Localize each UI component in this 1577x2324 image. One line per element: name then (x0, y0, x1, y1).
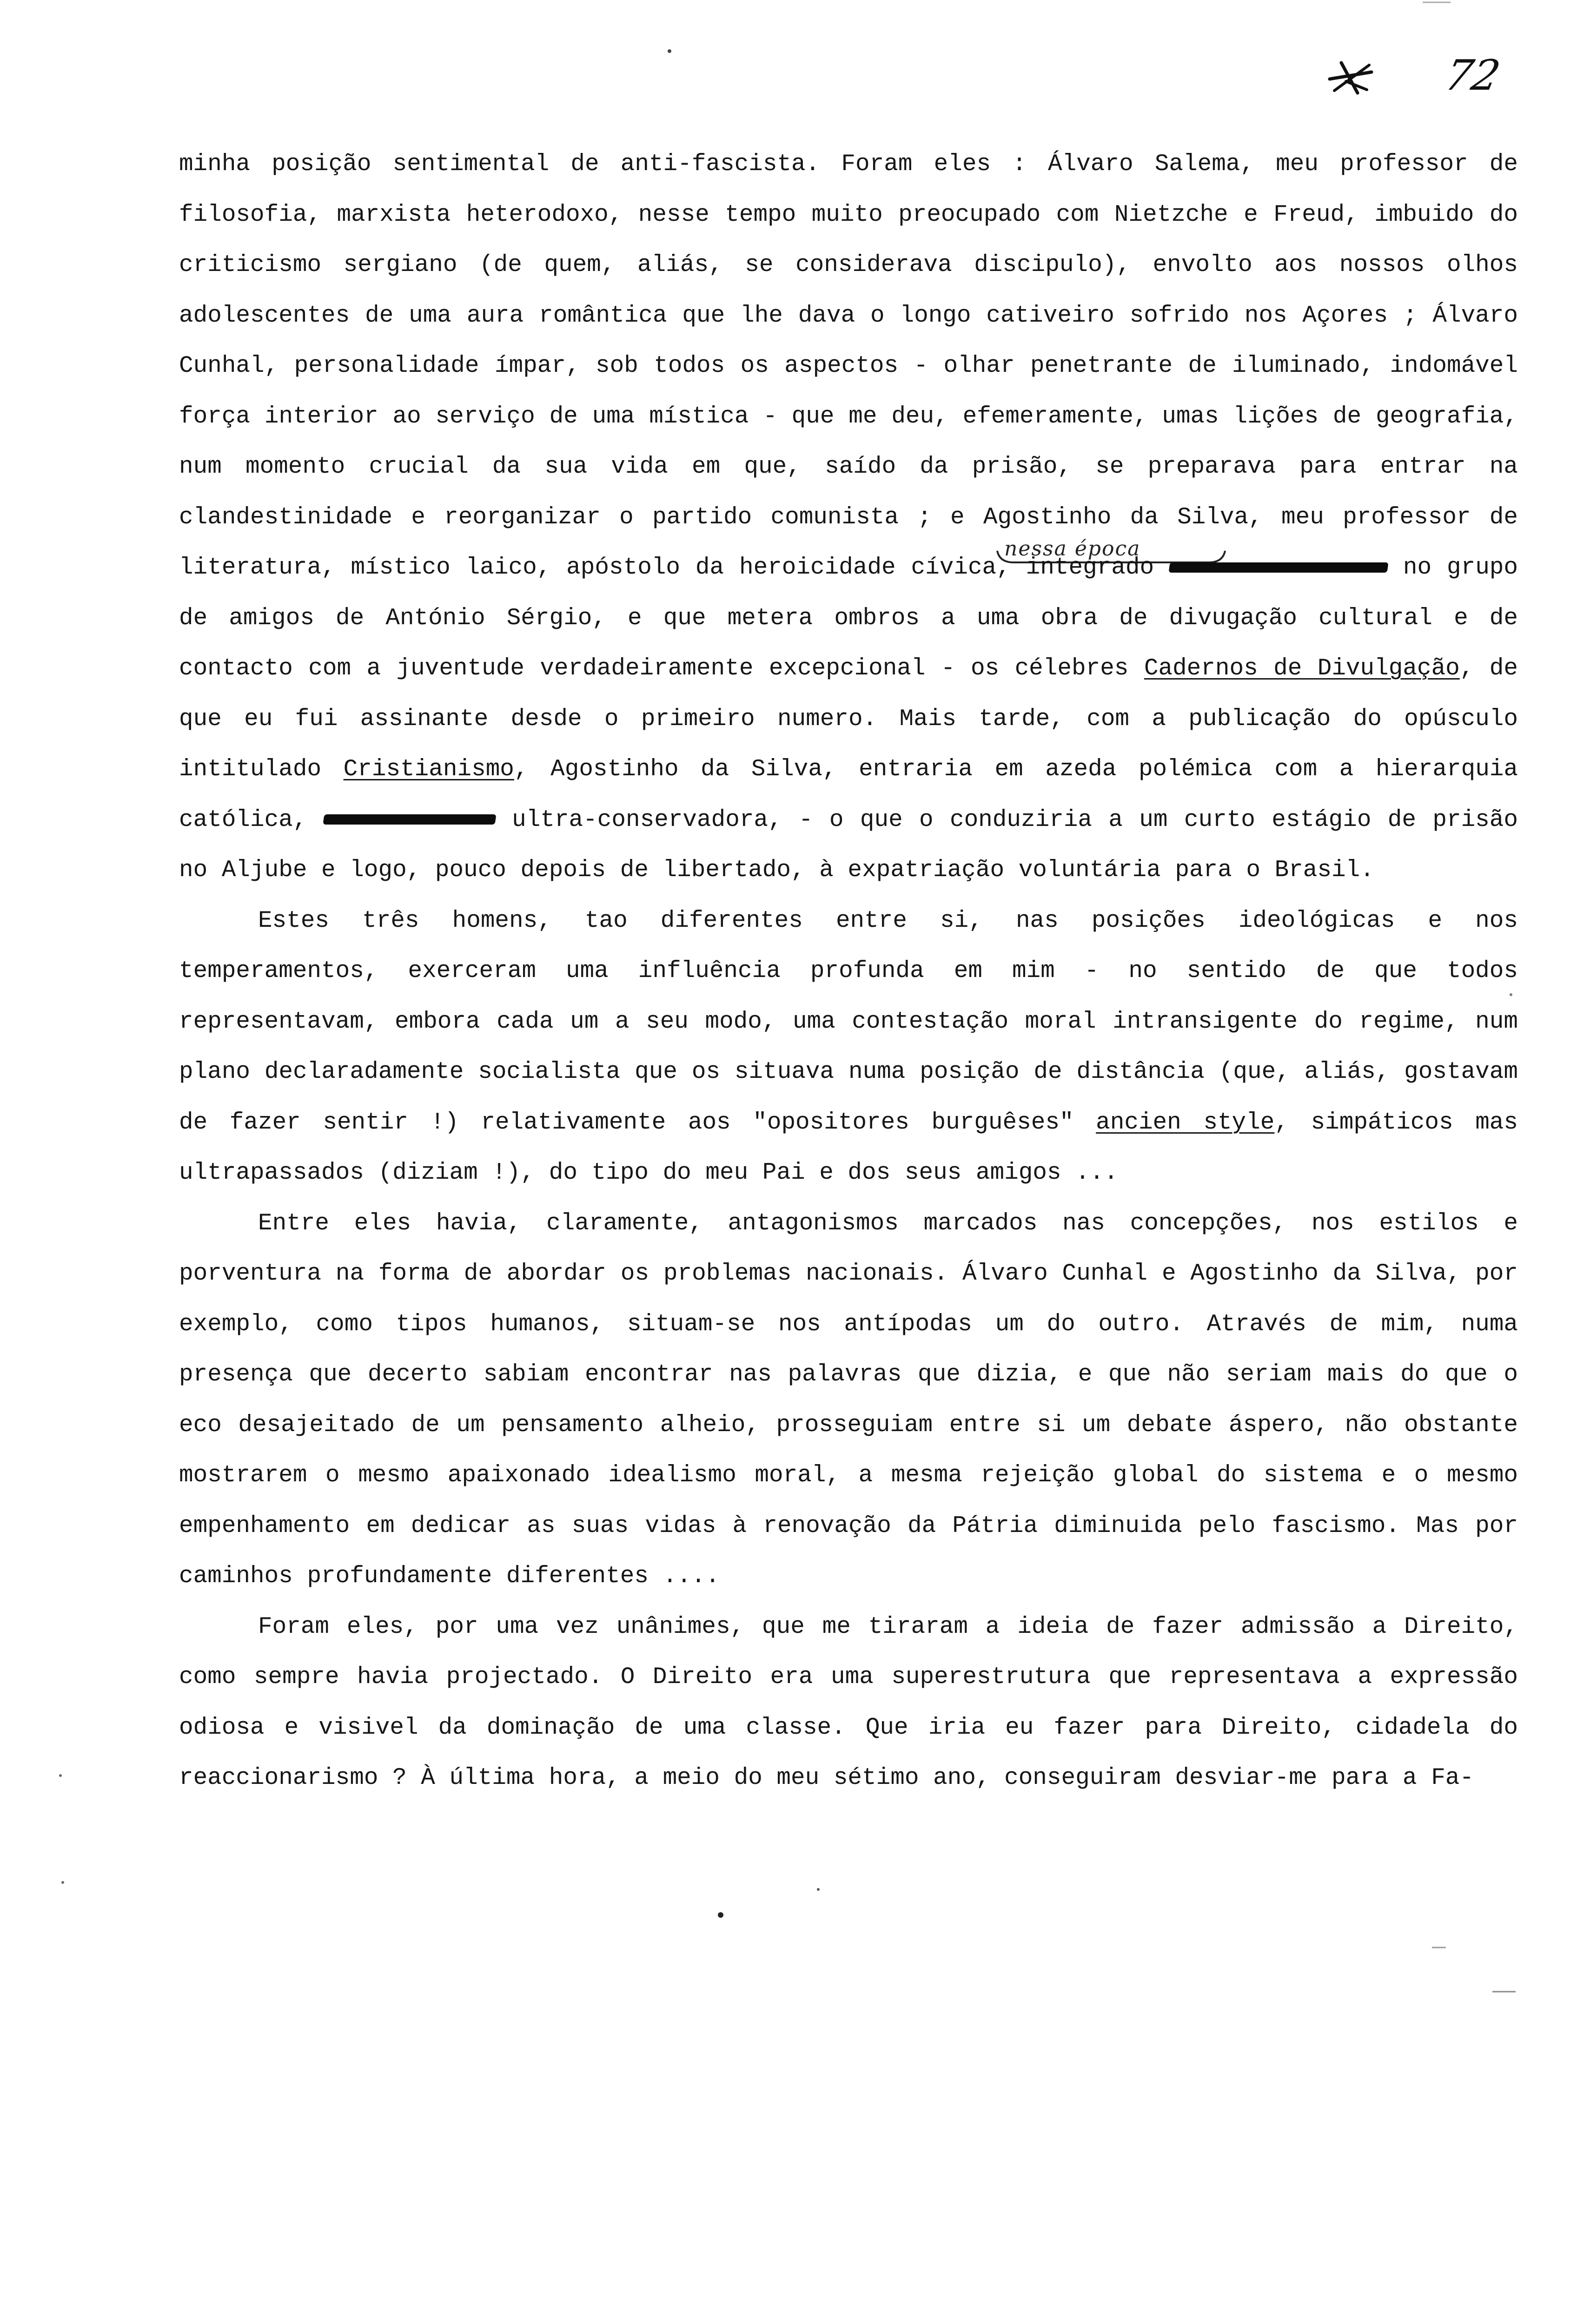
paragraph-1-text-c: , de que eu fui assinante desde o primeiro numero. Mais tarde, com a publicação do opúsculo intitulado (179, 655, 1518, 783)
underlined-title-cadernos: Cadernos de Divulgação (1144, 655, 1460, 682)
handwritten-annotation: nessa época (1004, 537, 1141, 561)
paragraph-2-text-b: , simpáticos mas ultrapassados (diziam !), do tipo do meu Pai e dos seus amigos ... (179, 1109, 1518, 1186)
paragraph-1 (179, 139, 1518, 896)
paragraph-2 (179, 896, 1518, 1199)
paragraph-1-text-b: no grupo de amigos de António Sérgio, e que metera ombros a uma obra de divugação cultural e de contacto com a juventude verdadeiramente excepcional - os célebres (179, 555, 1518, 682)
document-body (179, 139, 1518, 1804)
paragraph-4 (179, 1602, 1518, 1804)
redaction-mark (1168, 562, 1388, 573)
page-number: 72 (1440, 51, 1504, 100)
paragraph-1-text-a: minha posição sentimental de anti-fascista. Foram eles : Álvaro Salema, meu professor de filosofia, marxista heterodoxo, nesse tempo muito preocupado com Nietzche e Freud, imbuido do criticismo sergiano (de quem, aliás, se considerava discipulo), envolto aos nossos olhos adolescentes de uma aura romântica que lhe dava o longo cativeiro sofrido nos Açores ; Álvaro Cunhal, personalidade ímpar, sob todos os aspectos - olhar penetrante de iluminado, indomável força interior ao serviço de uma mística - que me deu, efemeramente, umas lições de geografia, num momento crucial da sua vida em que, saído da prisão, se preparava para entrar na clandestinidade e reorganizar o partido comunista ; e Agostinho da Silva, meu professor de literatura, místico laico, apóstolo da heroicidade cívica, integrado (179, 151, 1518, 581)
paragraph-3 (179, 1199, 1518, 1602)
paragraph-2-text-a: Estes três homens, tao diferentes entre si, nas posições ideológicas e nos temperamentos, exerceram uma influência profunda em mim - no sentido de que todos representavam, embora cada um a seu modo, uma contestação moral intransigente do regime, num plano declaradamente socialista que os situava numa posição de distância (que, aliás, gostavam de fazer sentir !) relativamente aos "opositores burguêses" (179, 907, 1518, 1136)
paragraph-1-text-e: ultra-conservadora, - o que o conduziria a um curto estágio de prisão no Aljube e logo, pouco depois de libertado, à expatriação voluntária para o Brasil. (179, 806, 1518, 884)
paragraph-1-text-d: , Agostinho da Silva, entraria em azeda polémica com a hierarquia católica, (179, 756, 1518, 833)
paragraph-3-text: Entre eles havia, claramente, antagonismos marcados nas concepções, nos estilos e porventura na forma de abordar os problemas nacionais. Álvaro Cunhal e Agostinho da Silva, por exemplo, como tipos humanos, situam-se nos antípodas um do outro. Através de mim, numa presença que decerto sabiam encontrar nas palavras que dizia, e que não seriam mais do que o eco desajeitado de um pensamento alheio, prosseguiam entre si um debate áspero, não obstante mostrarem o mesmo apaixonado idealismo moral, a mesma rejeição global do sistema e o mesmo empenhamento em dedicar as suas vidas à renovação da Pátria diminuida pelo fascismo. Mas por caminhos profundamente diferentes .... (179, 1210, 1518, 1590)
redaction-mark (323, 814, 496, 825)
underlined-phrase-ancien-style: ancien style (1096, 1109, 1275, 1136)
underlined-title-cristianismo: Cristianismo (343, 756, 514, 783)
paragraph-4-text: Foram eles, por uma vez unânimes, que me tiraram a ideia de fazer admissão a Direito, como sempre havia projectado. O Direito era uma superestrutura que representava a expressão odiosa e visivel da dominação de uma classe. Que iria eu fazer para Direito, cidadela do reaccionarismo ? À última hora, a meio do meu sétimo ano, conseguiram desviar-me para a Fa- (179, 1613, 1518, 1791)
